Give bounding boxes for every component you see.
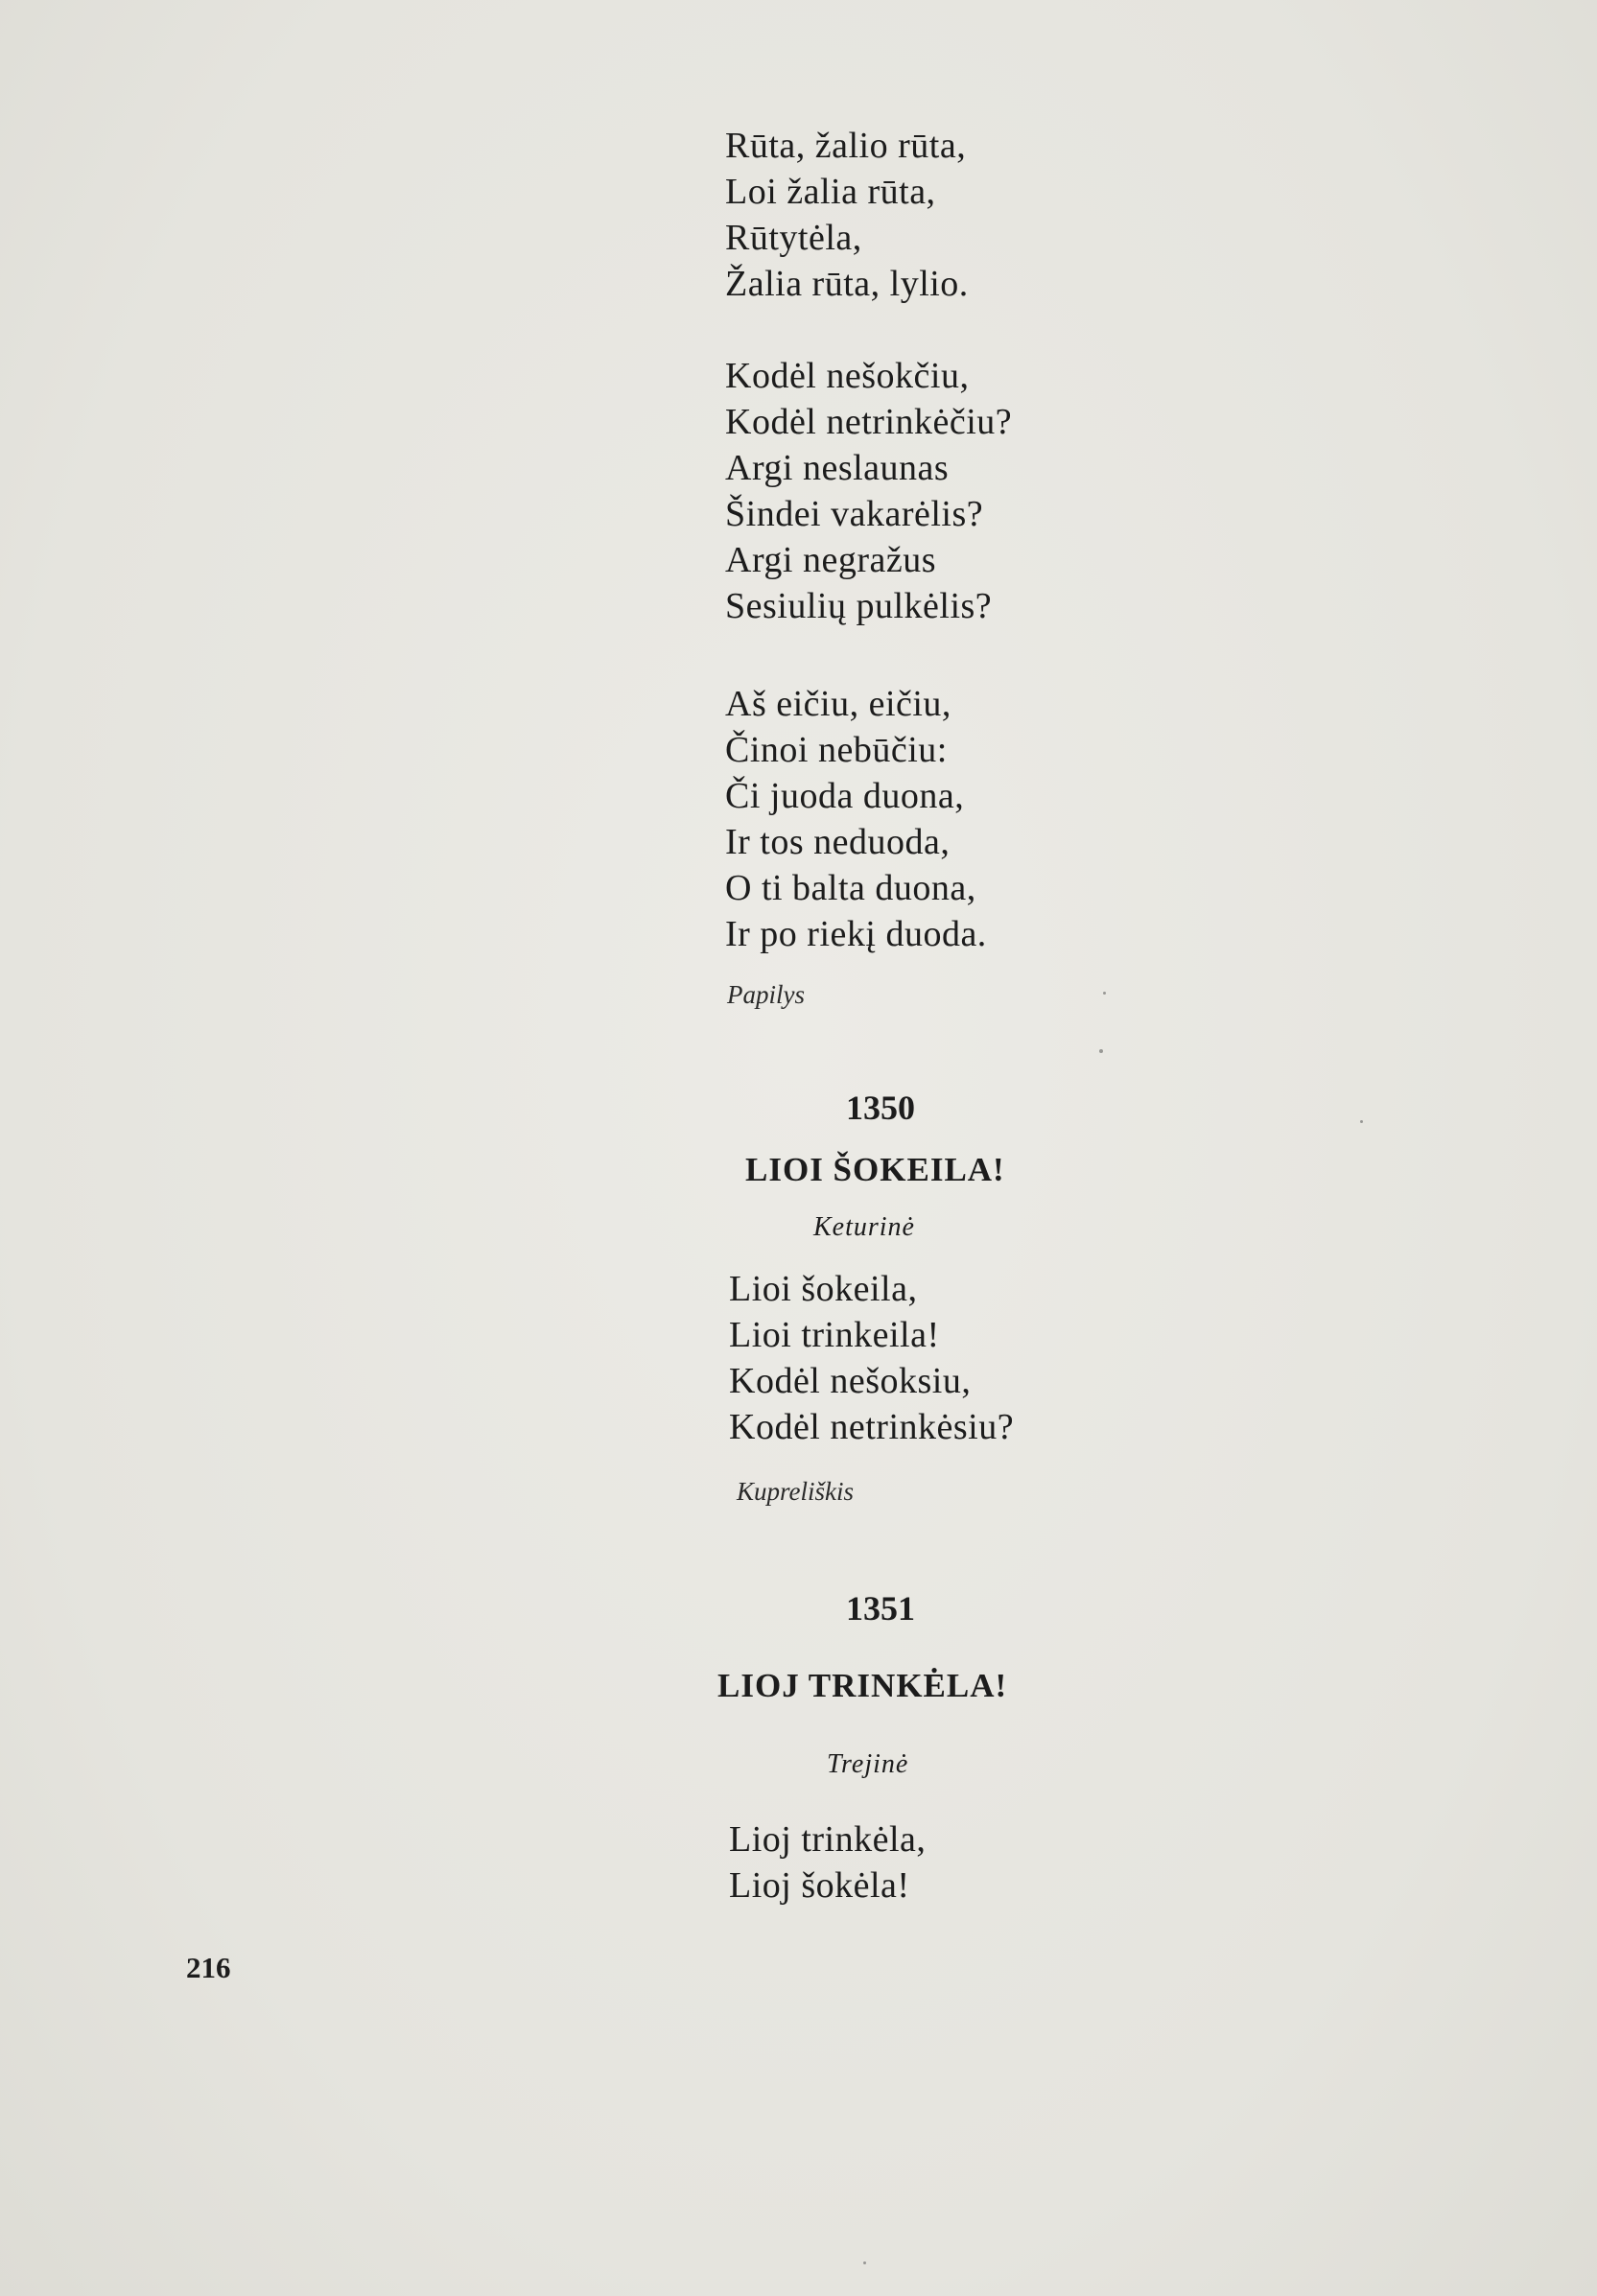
song-1350-verse (729, 1266, 1014, 1450)
song-1351-verse (729, 1816, 926, 1909)
verse-line: Kodėl netrinkėsiu? (729, 1407, 1015, 1447)
verse-line: Rūta, žalio rūta, (725, 126, 967, 166)
verse-line: Lioj trinkėla, (729, 1819, 927, 1860)
verse-line: Sesiulių pulkėlis? (725, 586, 993, 626)
paper-speck (1099, 1049, 1103, 1053)
paper-speck (1360, 1120, 1363, 1123)
verse-line: Rūtytėla, (725, 218, 862, 258)
verse-line: Kodėl nešokčiu, (725, 356, 970, 396)
song-subtitle: Trejinė (827, 1749, 909, 1779)
verse-line: Aš eičiu, eičiu, (725, 684, 951, 724)
verse-line: Žalia rūta, lylio. (725, 264, 969, 304)
page-number: 216 (186, 1951, 231, 1984)
paper-speck (863, 2261, 866, 2264)
verse-line: Loi žalia rūta, (725, 172, 936, 212)
verse-line: Ir tos neduoda, (725, 822, 951, 862)
verse-line: Lioj šokėla! (729, 1865, 910, 1906)
verse-line: Argi negražus (725, 540, 937, 580)
verse-line: Či juoda duona, (725, 776, 965, 816)
verse-line: Lioi šokeila, (729, 1269, 918, 1309)
verse-line: Argi neslaunas (725, 448, 950, 488)
song-title: LIOJ TRINKĖLA! (717, 1667, 1008, 1704)
paper-speck (1103, 992, 1106, 995)
song-title: LIOI ŠOKEILA! (745, 1151, 1005, 1188)
verse-line: Ir po riekį duoda. (725, 914, 987, 954)
song-subtitle: Keturinė (813, 1212, 915, 1242)
stanza-1 (725, 123, 969, 307)
verse-line: Činoi nebūčiu: (725, 730, 948, 770)
stanza-3 (725, 681, 987, 957)
verse-line: Kodėl nešoksiu, (729, 1361, 972, 1401)
verse-line: Lioi trinkeila! (729, 1315, 940, 1355)
place-label: Papilys (727, 980, 805, 1009)
song-number: 1350 (846, 1089, 915, 1127)
place-label: Kupreliškis (737, 1477, 855, 1506)
stanza-2 (725, 353, 1012, 629)
verse-line: Kodėl netrinkėčiu? (725, 402, 1013, 442)
verse-line: O ti balta duona, (725, 868, 976, 908)
verse-line: Šindei vakarėlis? (725, 494, 984, 534)
song-number: 1351 (846, 1589, 915, 1628)
